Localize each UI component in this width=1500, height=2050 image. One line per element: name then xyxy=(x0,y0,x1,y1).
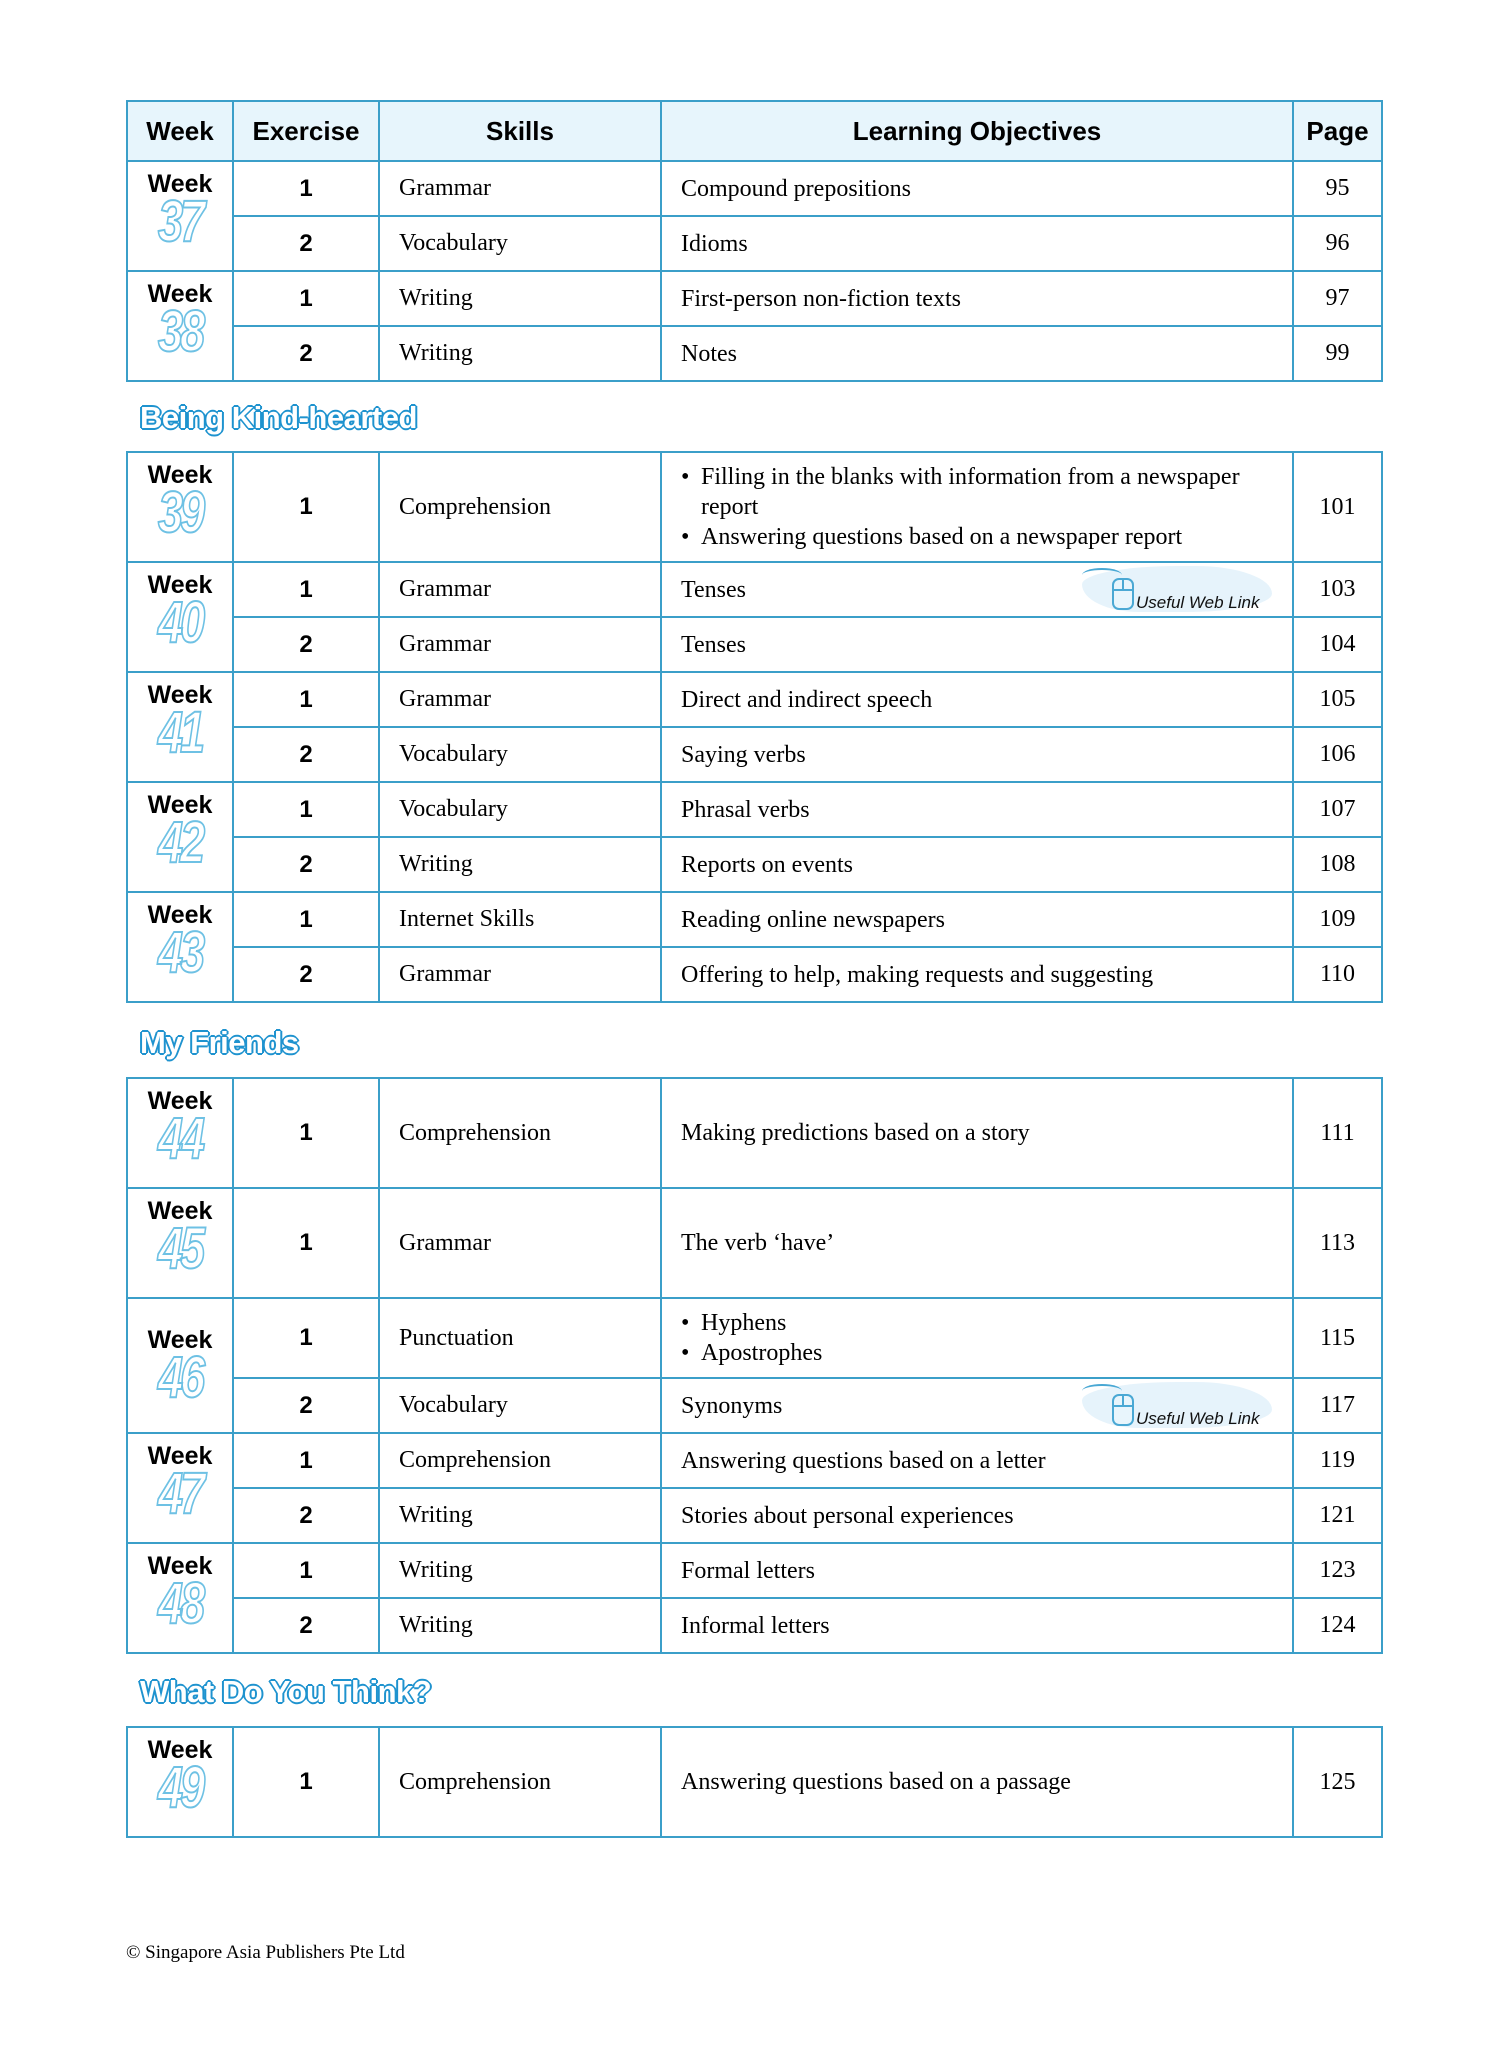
learning-objective-cell xyxy=(661,1378,1293,1433)
contents-table-4 xyxy=(126,1726,1383,1838)
learning-objective: Tenses xyxy=(661,617,1293,672)
learning-objective: Offering to help, making requests and suggesting xyxy=(661,947,1293,1002)
page-number: 101 xyxy=(1293,452,1382,562)
skill: Comprehension xyxy=(379,1078,661,1188)
mouse-icon xyxy=(1112,578,1134,610)
week-label: Week xyxy=(147,791,213,819)
week-number: 45 xyxy=(157,1216,203,1281)
page-number: 115 xyxy=(1293,1298,1382,1378)
mouse-icon xyxy=(1112,1394,1134,1426)
week-label: Week xyxy=(147,280,213,308)
exercise-number: 2 xyxy=(233,727,379,782)
useful-web-link[interactable] xyxy=(1082,1382,1272,1430)
skill: Writing xyxy=(379,326,661,381)
week-label: Week xyxy=(147,170,213,198)
skill: Writing xyxy=(379,1598,661,1653)
header-week: Week xyxy=(127,101,233,161)
week-number: 46 xyxy=(157,1344,203,1410)
page-number: 97 xyxy=(1293,271,1382,326)
week-label: Week xyxy=(147,1442,213,1470)
exercise-number: 1 xyxy=(233,1727,379,1837)
skill: Grammar xyxy=(379,672,661,727)
skill: Vocabulary xyxy=(379,782,661,837)
exercise-number: 1 xyxy=(233,452,379,562)
learning-objective: Direct and indirect speech xyxy=(661,672,1293,727)
exercise-number: 2 xyxy=(233,617,379,672)
exercise-number: 1 xyxy=(233,1433,379,1488)
page-number: 104 xyxy=(1293,617,1382,672)
exercise-number: 1 xyxy=(233,1188,379,1298)
table-row xyxy=(127,947,1382,1002)
exercise-number: 2 xyxy=(233,1488,379,1543)
week-label: Week xyxy=(147,1552,213,1580)
week-cell xyxy=(127,1078,233,1188)
week-label: Week xyxy=(147,1087,213,1115)
skill: Writing xyxy=(379,1543,661,1598)
contents-table-2 xyxy=(126,451,1383,1003)
week-cell xyxy=(127,672,233,782)
skill: Vocabulary xyxy=(379,1378,661,1433)
skill: Comprehension xyxy=(379,452,661,562)
week-number: 42 xyxy=(157,810,203,875)
table-row xyxy=(127,1543,1382,1598)
learning-objective: Idioms xyxy=(661,216,1293,271)
table-header-row xyxy=(127,101,1382,161)
table-row xyxy=(127,1078,1382,1188)
page-number: 113 xyxy=(1293,1188,1382,1298)
skill: Writing xyxy=(379,271,661,326)
learning-objective: First-person non-fiction texts xyxy=(661,271,1293,326)
exercise-number: 2 xyxy=(233,326,379,381)
table-row xyxy=(127,1488,1382,1543)
page-number: 107 xyxy=(1293,782,1382,837)
table-row xyxy=(127,216,1382,271)
contents-table-3 xyxy=(126,1077,1383,1654)
exercise-number: 2 xyxy=(233,837,379,892)
week-cell xyxy=(127,892,233,1002)
page-number: 106 xyxy=(1293,727,1382,782)
page-number: 108 xyxy=(1293,837,1382,892)
week-label: Week xyxy=(147,901,213,929)
web-link-label: Useful Web Link xyxy=(1136,1409,1260,1428)
skill: Vocabulary xyxy=(379,216,661,271)
exercise-number: 1 xyxy=(233,892,379,947)
page-number: 123 xyxy=(1293,1543,1382,1598)
page-number: 111 xyxy=(1293,1078,1382,1188)
table-row xyxy=(127,1727,1382,1837)
table-row xyxy=(127,562,1382,617)
page-number: 96 xyxy=(1293,216,1382,271)
skill: Grammar xyxy=(379,161,661,216)
week-label: Week xyxy=(147,1197,213,1225)
learning-objective-cell xyxy=(661,562,1293,617)
learning-objective: Saying verbs xyxy=(661,727,1293,782)
table-row xyxy=(127,672,1382,727)
week-cell xyxy=(127,1543,233,1653)
week-number: 38 xyxy=(157,299,203,364)
page-number: 117 xyxy=(1293,1378,1382,1433)
section-heading-my-friends: My Friends xyxy=(140,1025,299,1060)
exercise-number: 2 xyxy=(233,1598,379,1653)
useful-web-link[interactable] xyxy=(1082,566,1272,614)
header-page: Page xyxy=(1293,101,1382,161)
exercise-number: 1 xyxy=(233,161,379,216)
week-cell xyxy=(127,562,233,672)
learning-objective: Reading online newspapers xyxy=(661,892,1293,947)
skill: Comprehension xyxy=(379,1433,661,1488)
copyright-footer: © Singapore Asia Publishers Pte Ltd xyxy=(126,1942,405,1963)
learning-objective: Tenses xyxy=(681,576,746,603)
page-number: 124 xyxy=(1293,1598,1382,1653)
skill: Writing xyxy=(379,1488,661,1543)
contents-table-1 xyxy=(126,100,1383,382)
table-row xyxy=(127,161,1382,216)
table-row xyxy=(127,1598,1382,1653)
week-number: 41 xyxy=(157,700,203,765)
page-number: 119 xyxy=(1293,1433,1382,1488)
week-cell xyxy=(127,782,233,892)
web-link-label: Useful Web Link xyxy=(1136,593,1260,612)
section-heading-what-do-you-think: What Do You Think? xyxy=(140,1674,432,1709)
learning-objective: Phrasal verbs xyxy=(661,782,1293,837)
section-heading-being-kind-hearted: Being Kind-hearted xyxy=(140,400,417,435)
week-number: 49 xyxy=(157,1755,203,1820)
skill: Grammar xyxy=(379,947,661,1002)
learning-objective: • Answering questions based on a newspaper report xyxy=(681,522,1292,552)
learning-objective: Answering questions based on a passage xyxy=(661,1727,1293,1837)
week-label: Week xyxy=(147,1736,213,1764)
skill: Vocabulary xyxy=(379,727,661,782)
table-row xyxy=(127,1298,1382,1378)
week-cell xyxy=(127,271,233,381)
learning-objectives-list xyxy=(661,452,1293,562)
week-label: Week xyxy=(147,461,213,489)
learning-objective: Compound prepositions xyxy=(661,161,1293,216)
learning-objective: • Filling in the blanks with information from a newspaper report xyxy=(681,462,1292,522)
skill: Comprehension xyxy=(379,1727,661,1837)
week-cell xyxy=(127,1188,233,1298)
page-number: 95 xyxy=(1293,161,1382,216)
header-exercise: Exercise xyxy=(233,101,379,161)
page-number: 121 xyxy=(1293,1488,1382,1543)
page-number: 105 xyxy=(1293,672,1382,727)
week-number: 47 xyxy=(157,1461,203,1526)
week-number: 43 xyxy=(157,920,203,985)
header-skills: Skills xyxy=(379,101,661,161)
exercise-number: 1 xyxy=(233,1078,379,1188)
week-cell xyxy=(127,1433,233,1543)
week-cell xyxy=(127,1727,233,1837)
learning-objective: • Hyphens xyxy=(681,1308,1292,1338)
table-row xyxy=(127,1433,1382,1488)
week-number: 44 xyxy=(157,1106,203,1171)
week-number: 39 xyxy=(157,480,203,545)
learning-objective: Notes xyxy=(661,326,1293,381)
week-number: 40 xyxy=(157,590,203,655)
table-row xyxy=(127,892,1382,947)
week-number: 48 xyxy=(157,1571,203,1636)
learning-objective: • Apostrophes xyxy=(681,1338,1292,1368)
skill: Internet Skills xyxy=(379,892,661,947)
learning-objective: Stories about personal experiences xyxy=(661,1488,1293,1543)
skill: Grammar xyxy=(379,1188,661,1298)
exercise-number: 1 xyxy=(233,1298,379,1378)
table-row xyxy=(127,727,1382,782)
week-number: 37 xyxy=(157,189,203,254)
header-learning-objectives: Learning Objectives xyxy=(661,101,1293,161)
exercise-number: 2 xyxy=(233,1378,379,1433)
learning-objectives-list xyxy=(661,1298,1293,1378)
table-row xyxy=(127,617,1382,672)
table-row xyxy=(127,837,1382,892)
table-row xyxy=(127,452,1382,562)
page-number: 99 xyxy=(1293,326,1382,381)
exercise-number: 1 xyxy=(233,1543,379,1598)
skill: Grammar xyxy=(379,617,661,672)
week-cell xyxy=(127,1298,233,1433)
page-number: 125 xyxy=(1293,1727,1382,1837)
page-number: 103 xyxy=(1293,562,1382,617)
learning-objective: The verb ‘have’ xyxy=(661,1188,1293,1298)
skill: Grammar xyxy=(379,562,661,617)
skill: Punctuation xyxy=(379,1298,661,1378)
week-label: Week xyxy=(147,571,213,599)
table-row xyxy=(127,271,1382,326)
learning-objective: Making predictions based on a story xyxy=(661,1078,1293,1188)
learning-objective: Informal letters xyxy=(661,1598,1293,1653)
learning-objective: Synonyms xyxy=(681,1392,783,1419)
exercise-number: 2 xyxy=(233,216,379,271)
exercise-number: 1 xyxy=(233,672,379,727)
skill: Writing xyxy=(379,837,661,892)
table-row xyxy=(127,1188,1382,1298)
week-cell xyxy=(127,452,233,562)
learning-objective: Reports on events xyxy=(661,837,1293,892)
week-label: Week xyxy=(147,1325,213,1354)
exercise-number: 1 xyxy=(233,782,379,837)
page-number: 110 xyxy=(1293,947,1382,1002)
table-row xyxy=(127,1378,1382,1433)
page-number: 109 xyxy=(1293,892,1382,947)
table-row xyxy=(127,782,1382,837)
exercise-number: 1 xyxy=(233,562,379,617)
week-label: Week xyxy=(147,681,213,709)
learning-objective: Answering questions based on a letter xyxy=(661,1433,1293,1488)
exercise-number: 2 xyxy=(233,947,379,1002)
table-row xyxy=(127,326,1382,381)
learning-objective: Formal letters xyxy=(661,1543,1293,1598)
exercise-number: 1 xyxy=(233,271,379,326)
week-cell xyxy=(127,161,233,271)
